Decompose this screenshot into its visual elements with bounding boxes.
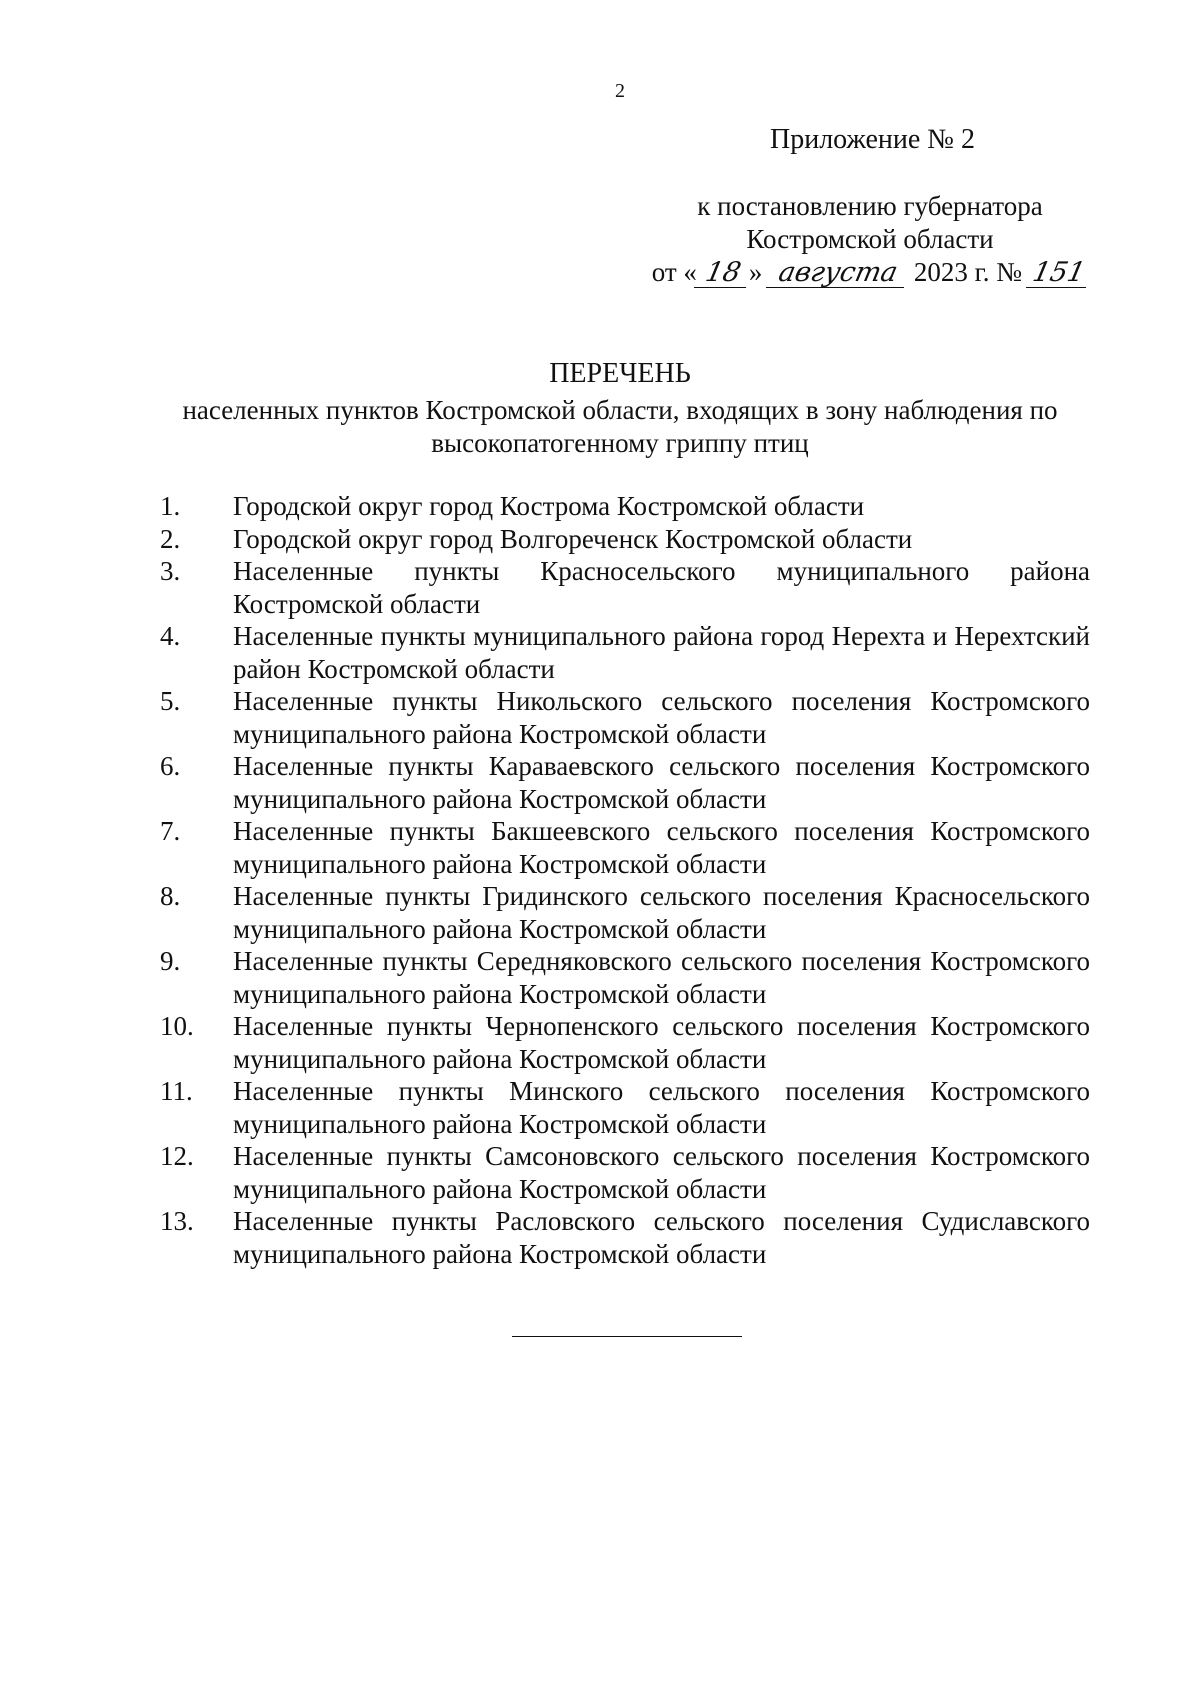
list-item <box>160 945 1090 1010</box>
list-item-text: Населенные пункты Красносельского муниципального района Костромской области <box>233 556 1090 619</box>
list-item-number: 2. <box>160 523 181 554</box>
decree-reference <box>640 190 1100 289</box>
appendix-title: Приложение № 2 <box>770 124 975 155</box>
list-item <box>160 685 1090 750</box>
list-item <box>160 490 1090 523</box>
list-item <box>160 555 1090 620</box>
list-item-number: 5. <box>160 686 181 716</box>
list-item-number: 6. <box>160 751 181 781</box>
decree-date-line <box>640 256 1100 289</box>
list-item-number: 3. <box>160 556 181 586</box>
list-item <box>160 880 1090 945</box>
list-item <box>160 1140 1090 1205</box>
list-item-number: 1. <box>160 491 181 521</box>
list-item <box>160 815 1090 880</box>
list-item <box>160 1010 1090 1075</box>
list-item <box>160 1205 1090 1270</box>
list-item-text: Населенные пункты Минского сельского поселения Костромского муниципального района Костромской области <box>233 1076 1090 1139</box>
list-item-number: 11. <box>160 1076 193 1106</box>
list-item-number: 4. <box>160 621 181 651</box>
list-item-number: 7. <box>160 816 181 846</box>
list-item-text: Населенные пункты Никольского сельского поселения Костромского муниципального района Костромской области <box>233 686 1090 749</box>
date-prefix: от « <box>651 257 697 287</box>
handwritten-decree-number: 151 <box>1026 259 1092 288</box>
end-divider <box>512 1336 742 1337</box>
list-item <box>160 620 1090 685</box>
list-subheading: населенных пунктов Костромской области, входящих в зону наблюдения по высокопатогенному гриппу птиц <box>182 395 1058 458</box>
list-item-text: Населенные пункты Бакшеевского сельского поселения Костромского муниципального района Костромской области <box>233 816 1090 879</box>
list-item-text: Населенные пункты Караваевского сельского поселения Костромского муниципального района Костромской области <box>233 751 1090 814</box>
settlements-list <box>160 490 1090 1270</box>
handwritten-month: августа <box>766 259 910 288</box>
list-item-text: Населенные пункты Середняковского сельского поселения Костромского муниципального района Костромской области <box>233 946 1090 1009</box>
list-item-text: Городской округ город Волгореченск Костромской области <box>233 523 913 554</box>
list-item <box>160 1075 1090 1140</box>
list-item-number: 9. <box>160 946 181 976</box>
list-item-text: Городской округ город Кострома Костромской области <box>233 491 865 521</box>
list-item <box>160 523 1090 556</box>
page-number: 2 <box>615 80 625 102</box>
date-year-number-label: 2023 г. № <box>913 257 1022 287</box>
list-item-text: Населенные пункты Самсоновского сельского поселения Костромского муниципального района Костромской области <box>233 1141 1090 1204</box>
decree-line-1: к постановлению губернатора <box>697 191 1043 221</box>
date-day-close: » <box>748 257 763 287</box>
list-item-number: 10. <box>160 1011 194 1041</box>
list-item-text: Населенные пункты муниципального района город Нерехта и Нерехтский район Костромской области <box>233 621 1090 684</box>
list-item-number: 13. <box>160 1206 194 1236</box>
list-item-text: Населенные пункты Гридинского сельского поселения Красносельского муниципального района Костромской области <box>233 881 1090 944</box>
list-heading: ПЕРЕЧЕНЬ <box>549 358 691 389</box>
list-item-number: 12. <box>160 1141 194 1171</box>
list-item-text: Населенные пункты Расловского сельского поселения Судиславского муниципального района Костромской области <box>233 1206 1090 1269</box>
list-item-text: Населенные пункты Чернопенского сельского поселения Костромского муниципального района Костромской области <box>233 1011 1090 1074</box>
handwritten-day: 18 <box>694 259 752 288</box>
list-item <box>160 750 1090 815</box>
list-item-number: 8. <box>160 881 181 911</box>
decree-line-2: Костромской области <box>746 224 994 254</box>
